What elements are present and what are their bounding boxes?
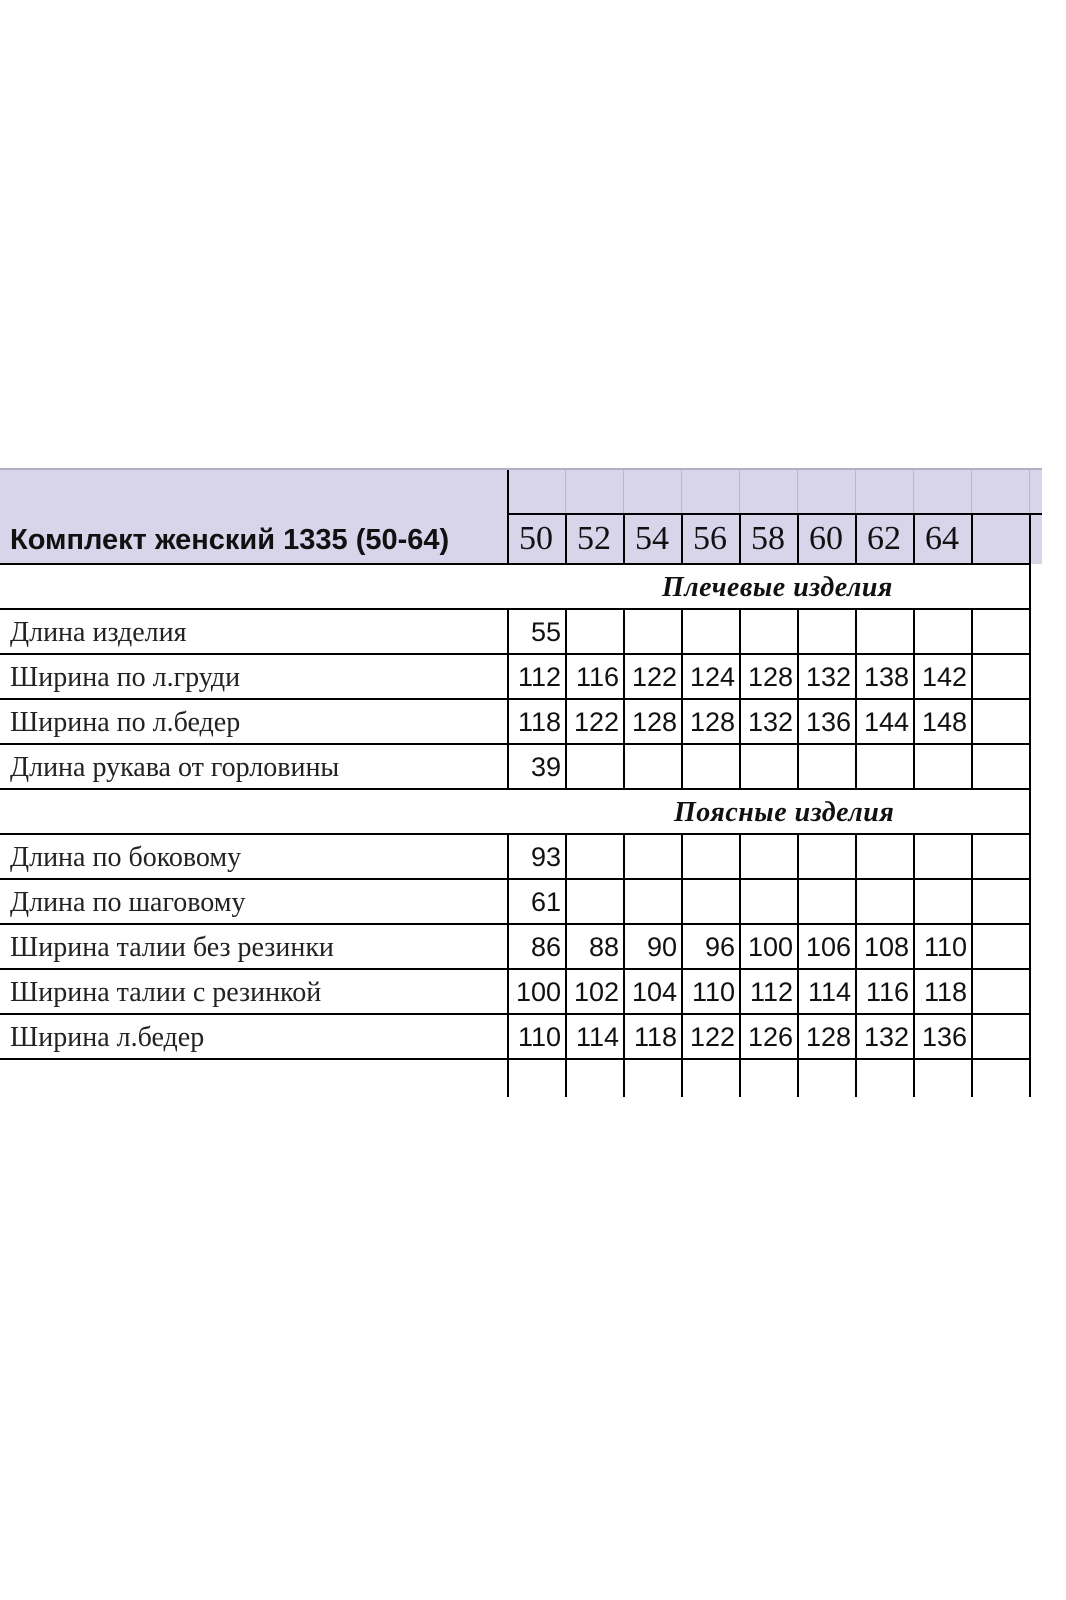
- column-divider: [1029, 834, 1031, 1059]
- table-cell: 55: [530, 617, 561, 647]
- table-cell: 102: [573, 977, 619, 1007]
- table-cell: 126: [747, 1022, 793, 1052]
- column-divider: [855, 609, 857, 789]
- column-divider: [913, 834, 915, 1059]
- column-divider: [1029, 609, 1031, 789]
- table-cell: 128: [689, 707, 735, 737]
- column-divider: [565, 514, 567, 564]
- header-faint-divider: [681, 470, 682, 514]
- column-divider: [855, 834, 857, 1059]
- table-cell: 39: [530, 752, 561, 782]
- header-top-border: [0, 468, 1042, 470]
- row-divider: [0, 563, 1030, 565]
- column-divider: [623, 1059, 625, 1097]
- table-cell: 114: [807, 977, 851, 1007]
- header-mid-divider: [507, 513, 1042, 515]
- table-cell: 132: [747, 707, 793, 737]
- table-cell: 118: [923, 977, 967, 1007]
- column-divider: [913, 1059, 915, 1097]
- column-divider: [913, 514, 915, 564]
- table-cell: 112: [517, 662, 561, 692]
- row-divider: [0, 968, 1030, 970]
- column-divider: [507, 470, 509, 564]
- column-divider: [971, 1059, 973, 1097]
- table-cell: 112: [749, 977, 793, 1007]
- row-label: Ширина талии с резинкой: [10, 977, 322, 1008]
- column-divider: [623, 609, 625, 789]
- row-label: Длина по боковому: [10, 842, 242, 873]
- section-title: Плечевые изделия: [662, 572, 893, 603]
- column-divider: [565, 609, 567, 789]
- table-cell: 90: [646, 932, 677, 962]
- table-cell: 136: [805, 707, 851, 737]
- column-divider: [507, 1059, 509, 1097]
- table-cell: 116: [865, 977, 909, 1007]
- table-cell: 100: [747, 932, 793, 962]
- column-divider: [623, 834, 625, 1059]
- table-cell: 142: [921, 662, 967, 692]
- table-cell: 136: [921, 1022, 967, 1052]
- column-divider: [681, 1059, 683, 1097]
- column-divider: [1029, 789, 1031, 834]
- table-cell: 61: [530, 887, 561, 917]
- section-title: Поясные изделия: [674, 797, 895, 828]
- table-cell: 132: [805, 662, 851, 692]
- size-header-cell: 52: [577, 520, 611, 557]
- row-divider: [0, 923, 1030, 925]
- size-header-cell: 58: [751, 520, 785, 557]
- table-cell: 110: [691, 977, 735, 1007]
- column-divider: [797, 514, 799, 564]
- size-header-cell: 64: [925, 520, 959, 557]
- table-cell: 110: [517, 1022, 561, 1052]
- column-divider: [681, 834, 683, 1059]
- size-table: [0, 468, 1050, 1108]
- table-cell: 108: [863, 932, 909, 962]
- row-divider: [0, 1058, 1030, 1060]
- table-cell: 144: [863, 707, 909, 737]
- table-cell: 86: [530, 932, 561, 962]
- table-cell: 122: [573, 707, 619, 737]
- table-cell: 138: [863, 662, 909, 692]
- table-cell: 114: [575, 1022, 619, 1052]
- column-divider: [1029, 514, 1031, 564]
- row-divider: [0, 878, 1030, 880]
- table-cell: 118: [633, 1022, 677, 1052]
- column-divider: [971, 834, 973, 1059]
- table-cell: 88: [588, 932, 619, 962]
- size-header-cell: 56: [693, 520, 727, 557]
- table-title: Комплект женский 1335 (50-64): [10, 524, 450, 556]
- table-cell: 148: [921, 707, 967, 737]
- column-divider: [565, 834, 567, 1059]
- column-divider: [739, 1059, 741, 1097]
- column-divider: [855, 1059, 857, 1097]
- column-divider: [739, 609, 741, 789]
- size-header-cell: 50: [519, 520, 553, 557]
- row-divider: [0, 743, 1030, 745]
- column-divider: [913, 609, 915, 789]
- header-faint-divider: [855, 470, 856, 514]
- column-divider: [507, 609, 509, 789]
- column-divider: [681, 514, 683, 564]
- table-cell: 122: [631, 662, 677, 692]
- row-divider: [0, 833, 1030, 835]
- table-cell: 118: [517, 707, 561, 737]
- row-divider: [0, 653, 1030, 655]
- table-cell: 128: [631, 707, 677, 737]
- size-header-cell: 54: [635, 520, 669, 557]
- row-label: Ширина талии без резинки: [10, 932, 334, 963]
- table-cell: 122: [689, 1022, 735, 1052]
- table-cell: 124: [689, 662, 735, 692]
- column-divider: [623, 514, 625, 564]
- header-faint-divider: [623, 470, 624, 514]
- column-divider: [681, 609, 683, 789]
- table-cell: 110: [923, 932, 967, 962]
- table-cell: 100: [515, 977, 561, 1007]
- row-divider: [0, 1013, 1030, 1015]
- row-divider: [0, 608, 1030, 610]
- column-divider: [797, 609, 799, 789]
- column-divider: [507, 834, 509, 1059]
- row-label: Длина по шаговому: [10, 887, 246, 918]
- row-divider: [0, 788, 1030, 790]
- size-header-cell: 60: [809, 520, 843, 557]
- header-faint-divider: [739, 470, 740, 514]
- table-cell: 132: [863, 1022, 909, 1052]
- size-header-cell: 62: [867, 520, 901, 557]
- column-divider: [1029, 1059, 1031, 1097]
- row-label: Ширина л.бедер: [10, 1022, 205, 1053]
- row-label: Длина рукава от горловины: [10, 752, 340, 783]
- column-divider: [739, 514, 741, 564]
- row-label: Ширина по л.груди: [10, 662, 241, 693]
- column-divider: [971, 514, 973, 564]
- table-cell: 106: [805, 932, 851, 962]
- column-divider: [565, 1059, 567, 1097]
- row-label: Ширина по л.бедер: [10, 707, 241, 738]
- header-faint-divider: [971, 470, 972, 514]
- column-divider: [739, 834, 741, 1059]
- table-cell: 128: [805, 1022, 851, 1052]
- table-cell: 93: [530, 842, 561, 872]
- table-cell: 128: [747, 662, 793, 692]
- column-divider: [797, 1059, 799, 1097]
- column-divider: [855, 514, 857, 564]
- table-cell: 104: [631, 977, 677, 1007]
- header-faint-divider: [797, 470, 798, 514]
- table-cell: 96: [704, 932, 735, 962]
- row-divider: [0, 698, 1030, 700]
- header-faint-divider: [1029, 470, 1030, 514]
- header-faint-divider: [565, 470, 566, 514]
- row-label: Длина изделия: [10, 617, 187, 648]
- header-faint-divider: [913, 470, 914, 514]
- column-divider: [971, 609, 973, 789]
- column-divider: [1029, 564, 1031, 609]
- column-divider: [797, 834, 799, 1059]
- table-cell: 116: [575, 662, 619, 692]
